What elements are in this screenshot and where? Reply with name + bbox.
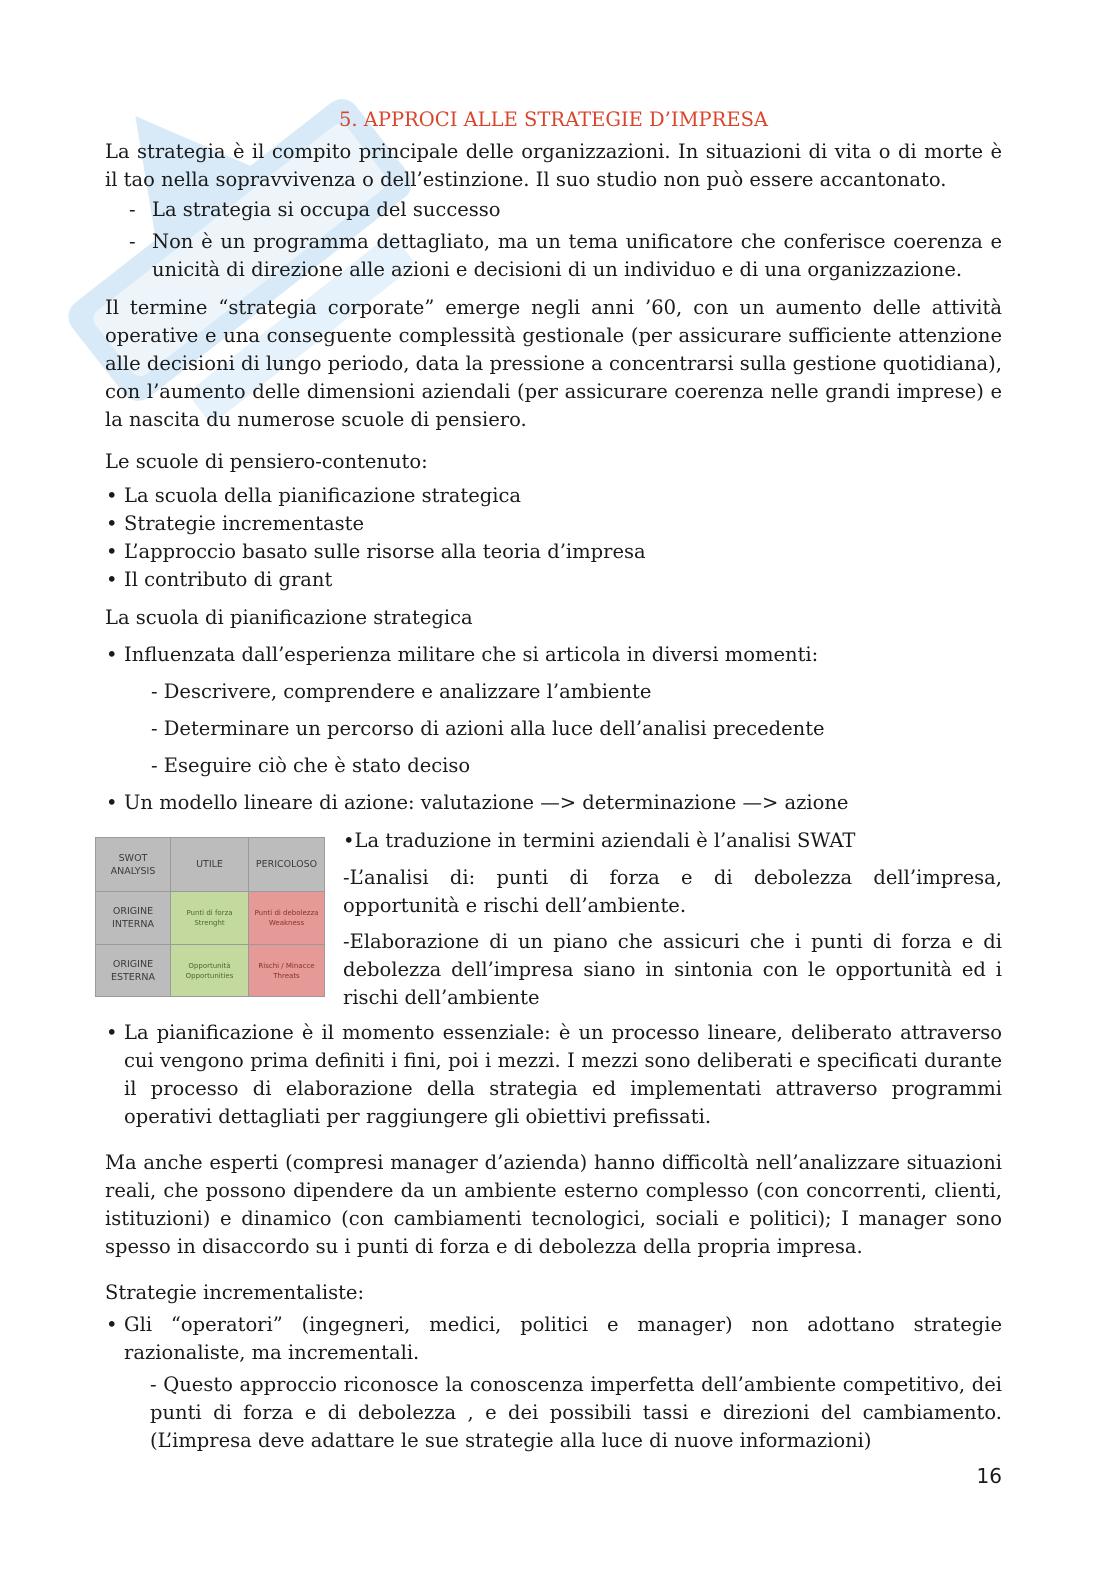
list-item: - La strategia si occupa del successo (152, 196, 1002, 224)
section-title: 5. APPROCI ALLE STRATEGIE D’IMPRESA (338, 108, 769, 131)
planning-heading: La scuola di pianificazione strategica (105, 606, 473, 629)
list-item: • Strategie incrementaste (124, 510, 1002, 538)
list-item: • L’approccio basato sulle risorse alla teoria d’impresa (124, 538, 1002, 566)
list-item: - Non è un programma dettagliato, ma un tema unificatore che conferisce coerenza e unicità di direzione alle azioni e decisioni di un individuo e di una organizzazione. (152, 228, 1002, 284)
intro-paragraph: La strategia è il compito principale delle organizzazioni. In situazioni di vita o di morte è il tao nella sopravvivenza o dell’estinzione. Il suo studio non può essere accantonato. (105, 140, 1002, 191)
list-item: • Il contributo di grant (124, 566, 1002, 594)
planning-step-text: Determinare un percorso di azioni alla luce dell’analisi precedente (163, 717, 825, 740)
swot-corner: SWOT ANALYSIS (96, 838, 171, 892)
incremental-list (105, 1311, 1002, 1367)
intro-list (105, 196, 1002, 284)
swot-table (95, 837, 325, 997)
swot-description (343, 827, 1002, 1012)
swot-weakness: Punti di debolezza Weakness (249, 892, 325, 945)
incremental-sub: - Questo approccio riconosce la conoscenza imperfetta dell’ambiente competitivo, dei punti di forza e di debolezza , e dei possibili tassi e direzioni del cambiamento. (L’impresa deve adattare le sue strategie alla luce di nuove informazioni) (150, 1373, 1002, 1452)
swot-col-useful: UTILE (171, 838, 249, 892)
planning-step-text: Eseguire ciò che è stato deciso (163, 754, 471, 777)
planning-step: - Descrivere, comprendere e analizzare l’ambiente (151, 680, 652, 703)
list-item: • Influenzata dall’esperienza militare che si articola in diversi momenti: (124, 641, 1002, 669)
list-item: • La pianificazione è il momento essenziale: è un processo lineare, deliberato attraverso cui vengono prima definiti i fini, poi i mezzi. I mezzi sono deliberati e specificati durante il processo di elaborazione della strategia ed implementati attraverso programmi operativi dettagliati per raggiungere gli obiettivi prefissati. (124, 1019, 1002, 1131)
corporate-paragraph: Il termine “strategia corporate” emerge negli anni ’60, con un aumento delle attività operative e una conseguente complessità gestionale (per assicurare sufficiente attenzione alle decisioni di lungo periodo, data la pressione a concentrarsi sulla gestione quotidiana), con l’aumento delle dimensioni aziendali (per assicurare coerenza nelle grandi imprese) e la nascita du numerose scuole di pensiero. (105, 296, 1002, 431)
incremental-heading: Strategie incrementaliste: (105, 1281, 365, 1304)
linear-model-list (105, 789, 1002, 817)
swot-text-3: -Elaborazione di un piano che assicuri che i punti di forza e di debolezza dell’impresa siano in sintonia con le opportunità ed i rischi dell’ambiente (343, 930, 1002, 1009)
swot-text-1: •La traduzione in termini aziendali è l’analisi SWAT (343, 829, 856, 852)
planning-step-text: Descrivere, comprendere e analizzare l’ambiente (163, 680, 652, 703)
swot-strength: Punti di forza Strenght (171, 892, 249, 945)
swot-threat: Rischi / Minacce Threats (249, 945, 325, 997)
planning-step: - Eseguire ciò che è stato deciso (151, 754, 471, 777)
list-item: • Un modello lineare di azione: valutazione —> determinazione —> azione (124, 789, 1002, 817)
swot-opportunity: Opportunità Opportunities (171, 945, 249, 997)
list-item: • Gli “operatori” (ingegneri, medici, politici e manager) non adottano strategie razionaliste, ma incrementali. (124, 1311, 1002, 1367)
experts-paragraph: Ma anche esperti (compresi manager d’azienda) hanno difficoltà nell’analizzare situazioni reali, che possono dipendere da un ambiente esterno complesso (con concorrenti, clienti, istituzioni) e dinamico (con cambiamenti tecnologici, sociali e politici); I manager sono spesso in disaccordo su i punti di forza e di debolezza della propria impresa. (105, 1151, 1002, 1258)
swot-row-internal: ORIGINE INTERNA (96, 892, 171, 945)
page-number: 16 (976, 1464, 1002, 1488)
swot-text-2: -L’analisi di: punti di forza e di debolezza dell’impresa, opportunità e rischi dell’ambiente. (343, 866, 1002, 917)
planning-essential-list (105, 1019, 1002, 1131)
page-content (105, 106, 1002, 1455)
swot-row-external: ORIGINE ESTERNA (96, 945, 171, 997)
schools-list (105, 482, 1002, 594)
list-item: • La scuola della pianificazione strategica (124, 482, 1002, 510)
planning-step: - Determinare un percorso di azioni alla luce dell’analisi precedente (151, 717, 825, 740)
planning-steps (151, 678, 1002, 780)
schools-heading: Le scuole di pensiero-contenuto: (105, 450, 428, 473)
planning-list (105, 641, 1002, 669)
swot-col-danger: PERICOLOSO (249, 838, 325, 892)
swot-section (105, 827, 1002, 1009)
